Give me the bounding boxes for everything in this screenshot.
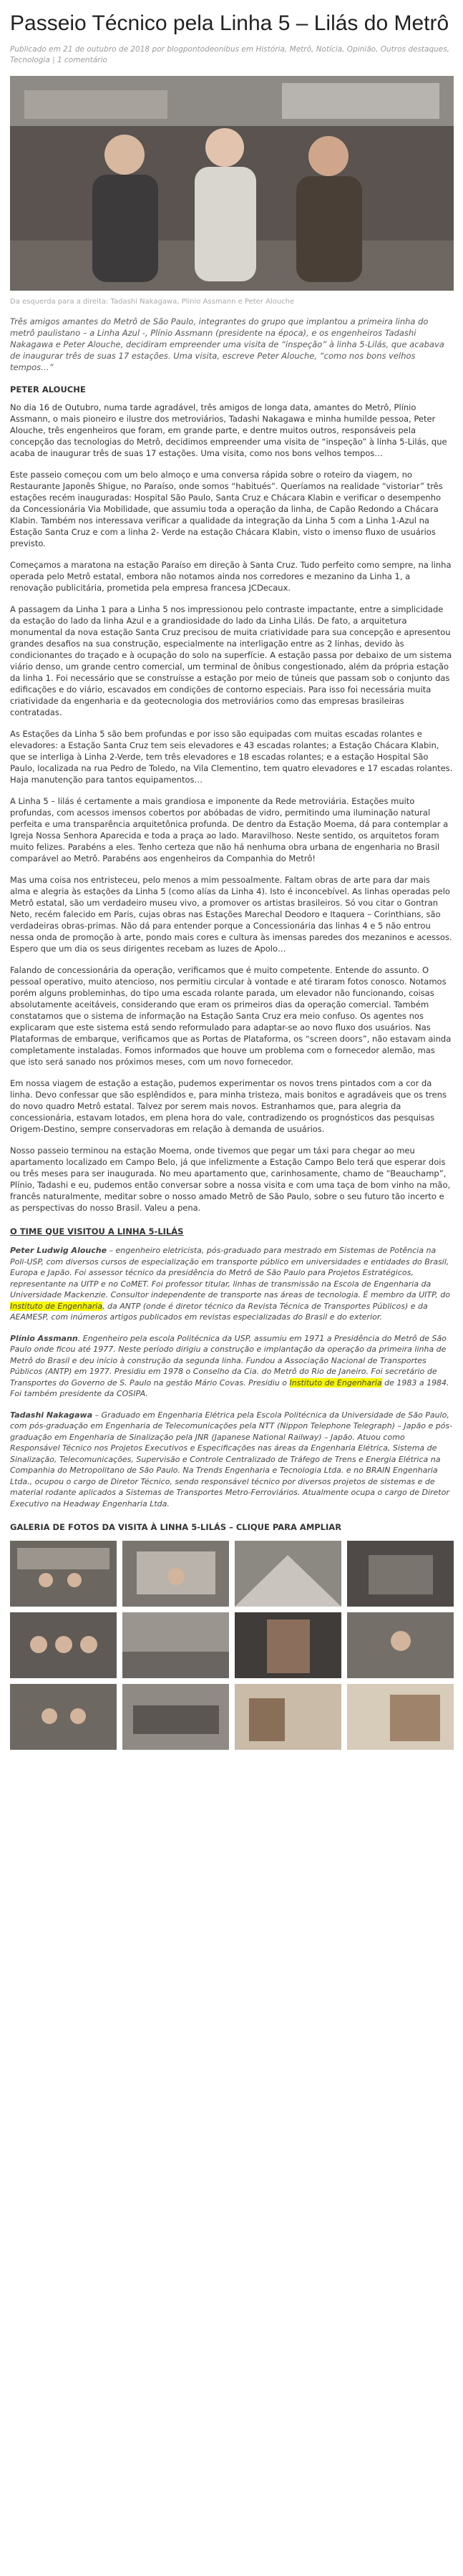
bio-name: Plínio Assmann: [10, 1333, 78, 1343]
bio-peter: [10, 1245, 453, 1323]
bio-text: . Engenheiro pela escola Politécnica da USP, assumiu em 1971 a Presidência do Metrô de São Paulo onde ficou até 1977. Neste período dirigiu a construção e implantação da operação da primeira linha de Metrô do Brasil e deu início à construção da segunda linha. Fundou a Associação Nacional de Transportes Públicos (ANTP) em 1977. Presidiu em 1978 o Conselho da Cia. do Metrô do Rio de Janeiro. Foi secretário de Transportes do Governo de S. Paulo na gestão Mário Covas. Presidiu o: [10, 1333, 447, 1388]
gallery-thumbnail[interactable]: [122, 1684, 229, 1750]
intro-text: Três amigos amantes do Metrô de São Paulo, integrantes do grupo que implantou a primeira linha do metrô paulistano – a Linha Azul -, Plínio Assmann (presidente na época), e os engenheiros Tadashi Nakagawa e Peter Alouche, decidiram empreender uma visita de “inspeção” à linha 5-Lilás, que acabava de inaugurar três de suas 17 estações. Uma visita, escreve Peter Alouche, “como nos bons velhos tempos…”: [10, 316, 444, 372]
photo-gallery: [10, 1541, 453, 1750]
bio-tadashi: [10, 1410, 453, 1510]
paragraph: A passagem da Linha 1 para a Linha 5 nos impressionou pelo contraste impactante, entre a simplicidade da estação do lado da linha Azul e a grandiosidade do lado da Linha Lilás. De fato, a arquitetura monumental da nova estação Santa Cruz precisou de muita criatividade para sua concepção e apresentou grandes desafios na sua construção, especialmente na interligação entre as 2 linhas, devido às condicionantes do traçado e à ocupação do solo na superfície. A estação passa por debaixo de um sistema viário denso, um grande centro comercial, um terminal de ônibus congestionado, além da própria estação da linha 1. Foi necessário que se construísse a estação por meio de túneis que passam sob o conjunto das edificações e do viário, escavados em condições de contorno especiais. Para isso foi necessária muita criatividade da engenharia e da geotecnologia dos metroviários como das empresas brasileiras contratadas.: [10, 604, 452, 717]
meta-published-label: Publicado em: [10, 45, 61, 54]
gallery-thumbnail[interactable]: [10, 1541, 117, 1607]
paragraph: Este passeio começou com um belo almoço e uma conversa rápida sobre o roteiro da viagem, no Restaurante Japonês Shigue, no Paraíso, onde somos “habitués”. Queríamos na realidade “vistoriar” três estações recém inauguradas: Hospital São Paulo, Santa Cruz e Chácara Klabin e verificar o desempenho da Concessionária Via Mobilidade, que assumiu toda a operação da linha, de Capão Redondo a Chácara Klabin. Também nos interessava verificar a qualidade da integração da Linha 5 com a Linha 1-Azul na Estação Santa Cruz e com a linha 2- Verde na estação Chácara Klabin, visto o imenso fluxo de usuários previsto.: [10, 470, 443, 548]
post-container: [0, 10, 463, 1750]
paragraph: Em nossa viagem de estação a estação, pudemos experimentar os novos trens pintados com a cor da linha. Devo confessar que são esplêndidos e, para minha tristeza, mais bonitos e agradáveis que os trens do novo quadro Metrô estatal. Talvez por serem mais novos. Estranhamos que, para alegria da concessionária, estavam lotados, em plena hora do vale, contradizendo os prognósticos das pesquisas Origem-Destino, sempre conservadoras em relação à demanda de usuários.: [10, 1078, 447, 1134]
meta-categories[interactable]: História, Metrô, Notícia, Opinião, Outros destaques, Tecnologia: [10, 45, 450, 64]
team-heading: O TIME QUE VISITOU A LINHA 5-LILÁS: [10, 1226, 184, 1236]
paragraph: Mas uma coisa nos entristeceu, pelo menos a mim pessoalmente. Faltam obras de arte para dar mais alma e alegria às estações da Linha 5 (como alías da Linha 4). Isto é inconcebível. As linhas operadas pelo Metrô estatal, são um verdadeiro museu vivo, a promover os artistas brasileiros. Só vou citar o Gontran Neto, recém falecido em Paris, cujas obras nas Estações Marechal Deodoro e Itaquera – Corinthians, são verdadeiras obras-primas. Não dá para entender porque a Concessionária das linhas 4 e 5 não entrou nessa onda de promoção à arte, pondo mais cores e cultura às imensas paredes dos mezaninos e acessos. Espero que um dia os seus dirigentes recebam as luzes de Apolo…: [10, 875, 452, 954]
bio-plinio: [10, 1333, 453, 1400]
gallery-thumbnail[interactable]: [10, 1684, 117, 1750]
paragraph: Começamos a maratona na estação Paraíso em direção à Santa Cruz. Tudo perfeito como sempre, na linha operada pelo Metrô estatal, embora não notamos ainda nos corredores e mezanino da Linha 1, a renovação publicitária, prometida pela empresa francesa JCDecaux.: [10, 560, 452, 593]
bio-name: Peter Ludwig Alouche: [10, 1246, 107, 1255]
gallery-thumbnail[interactable]: [347, 1612, 454, 1678]
meta-date[interactable]: 21 de outubro de 2018: [63, 45, 150, 54]
paragraph: Nosso passeio terminou na estação Moema, onde tivemos que pegar um táxi para chegar ao meu apartamento localizado em Campo Belo, já que infelizmente a Estação Campo Belo terá que esperar dois ou três meses para ser inaugurada. No meu apartamento que, carinhosamente, chamo de “Beauchamp”, Plínio, Tadashi e eu, pudemos então conversar sobre a nossa visita e com uma taça de bom vinho na mão, francês naturalmente, meditar sobre o nosso amado Metrô de São Paulo, sobre o seu futuro tão incerto e as perspectivas do nosso Brasil. Valeu a pena.: [10, 1146, 451, 1213]
bio-text: – Graduado em Engenharia Elétrica pela Escola Politécnica da Universidade de São Paulo, com pós-graduação em Engenharia de Telecomunicações pela NTT (Nippon Telephone Telegraph) – Japão e pós-graduação em Engenharia de Sinalização pela JNR (Japanese National Railway) – Japão. Atuou como Responsável Técnico nos Projetos Executivos e Especificações nas áreas da Engenharia Elétrica, Sistema de Sinalização, Telecomunicações, Supervisão e Controle Centralizado de Tráfego de Trens e Energia Elétrica na Companhia do Metropolitano de São Paulo. Na Trends Engenharia e Tecnologia Ltda. e no BRAIN Engenharia Ltda., ocupou o cargo de Diretor Técnico, sendo responsável técnico por diversos projetos de sistemas e de material rodante aplicados a Sistemas de Transportes Metro-Ferroviários. Atualmente ocupa o cargo de Diretor Executivo na Headway Engenharia Ltda.: [10, 1410, 453, 1509]
gallery-thumbnail[interactable]: [235, 1541, 341, 1607]
gallery-thumbnail[interactable]: [347, 1541, 454, 1607]
meta-author[interactable]: blogpontodeonibus: [167, 45, 240, 54]
gallery-thumbnail[interactable]: [347, 1684, 454, 1750]
meta-by-label: por: [152, 45, 165, 54]
gallery-heading: GALERIA DE FOTOS DA VISITA À LINHA 5-LILÁS – CLIQUE PARA AMPLIAR: [10, 1522, 342, 1532]
paragraph: No dia 16 de Outubro, numa tarde agradável, três amigos de longa data, amantes do Metrô, Plínio Assmann, o mais pioneiro e ilustre dos metroviários, Tadashi Nakagawa e minha humilde pessoa, Peter Alouche, três engenheiros que foram, em grande parte, e dentre muitos outros, responsáveis pela concepção das tecnologias do Metrô, decidimos empreender uma visita de “inspeção” à linha 5-Lilás, que acaba de inaugurar três de suas 17 estações. Uma visita, como nos bons velhos tempos…: [10, 402, 447, 458]
gallery-thumbnail[interactable]: [10, 1612, 117, 1678]
paragraph: A Linha 5 – lilás é certamente a mais grandiosa e imponente da Rede metroviária. Estações muito profundas, com acessos imensos cobertos por abóbadas de vidro, permitindo uma iluminação natural perfeita e uma transparência arquitetônica profunda. De dentro da Estação Moema, dá para contemplar a Igreja Nossa Senhora Aparecida e toda a praça ao lado. Maravilhoso. Neste sentido, os arquitetos foram muito felizes. Parabéns a eles. Tenho certeza que não há nenhuma obra urbana de engenharia no Brasil comparável ao Metrô. Parabéns aos engenheiros da Companhia do Metrô!: [10, 796, 449, 863]
bio-text-end: , da ANTP (onde é diretor técnico da Revista Técnica de Transportes Públicos) e da AEAMESP, com inúmeros artigos publicados em revistas especializadas do Brasil e do exterior.: [10, 1301, 428, 1322]
gallery-thumbnail[interactable]: [122, 1541, 229, 1607]
bio-name: Tadashi Nakagawa: [10, 1410, 93, 1420]
bio-highlight[interactable]: Instituto de Engenharia: [10, 1301, 103, 1311]
author-heading: PETER ALOUCHE: [10, 384, 86, 394]
paragraph: As Estações da Linha 5 são bem profundas e por isso são equipadas com muitas escadas rolantes e elevadores: a Estação Santa Cruz tem seis elevadores e 43 escadas rolantes; a Estação Chácara Klabin, que se interliga à Linha 2-Verde, tem três elevadores e 18 escadas rolantes; e a estação Hospital São Paulo, localizada na rua Pedro de Toledo, na Vila Clementino, tem quatro elevadores e 17 escadas rolantes. Haja manutenção para tantos equipamentos…: [10, 729, 453, 785]
gallery-thumbnail[interactable]: [235, 1684, 341, 1750]
page-title: Passeio Técnico pela Linha 5 – Lilás do Metrô: [10, 11, 449, 35]
paragraph: Falando de concessionária da operação, verificamos que é muito competente. Entende do assunto. O pessoal operativo, muito atencioso, nos permitiu circular à vontade e até tiraram fotos conosco. Notamos porém alguns probleminhas, do tipo uma escada rolante parada, um elevador não funcionando, coisas absolutamente aceitáveis, considerando que eram os primeiros dias da operação comercial. Também constatamos que o sistema de informação na Estação Santa Cruz era meio confuso. Os agentes nos explicaram que este sistema está sendo reformulado para adaptar-se ao novo fluxo dos usuários. Nas Plataformas de embarque, verificamos que as Portas de Plataforma, os “screen doors”, não estavam ainda completamente instaladas. Fomos informados que houve um problema com o fornecedor alemão, mas que isto será sanado nos próximos meses, com um novo fornecedor.: [10, 965, 452, 1067]
photo-caption: Da esquerda para a direita: Tadashi Nakagawa, Plinio Assmann e Peter Alouche: [10, 298, 295, 306]
meta-in-label: em: [241, 45, 254, 54]
bio-text: – engenheiro eletricista, pós-graduado para mestrado em Sistemas de Potência na Poli-USP, com diversos cursos de especialização em transporte público em universidades e entidades do Brasil, Europa e Japão. Foi assessor técnico da presidência do Metrô de São Paulo para Projetos Estratégicos, representante na UITP e no CoMET. Foi professor titular, linhas de transmissão na Escola de Engenharia da Universidade Mackenzie. Consultor independente de transporte nas áreas de tecnologia. É membro da UITP, do: [10, 1246, 450, 1299]
gallery-thumbnail[interactable]: [235, 1612, 341, 1678]
bio-text-end: de 1983 a 1984. Foi também presidente da COSIPA.: [10, 1377, 449, 1398]
bio-highlight[interactable]: Instituto de Engenharia: [289, 1377, 382, 1388]
meta-comments[interactable]: 1 comentário: [57, 56, 107, 64]
gallery-thumbnail[interactable]: [122, 1612, 229, 1678]
post-meta: Publicado em 21 de outubro de 2018 por blogpontodeonibus em História, Metrô, Notícia, Opinião, Outros destaques, Tecnologia | 1 comentário: [10, 45, 450, 64]
featured-photo[interactable]: [10, 76, 454, 291]
